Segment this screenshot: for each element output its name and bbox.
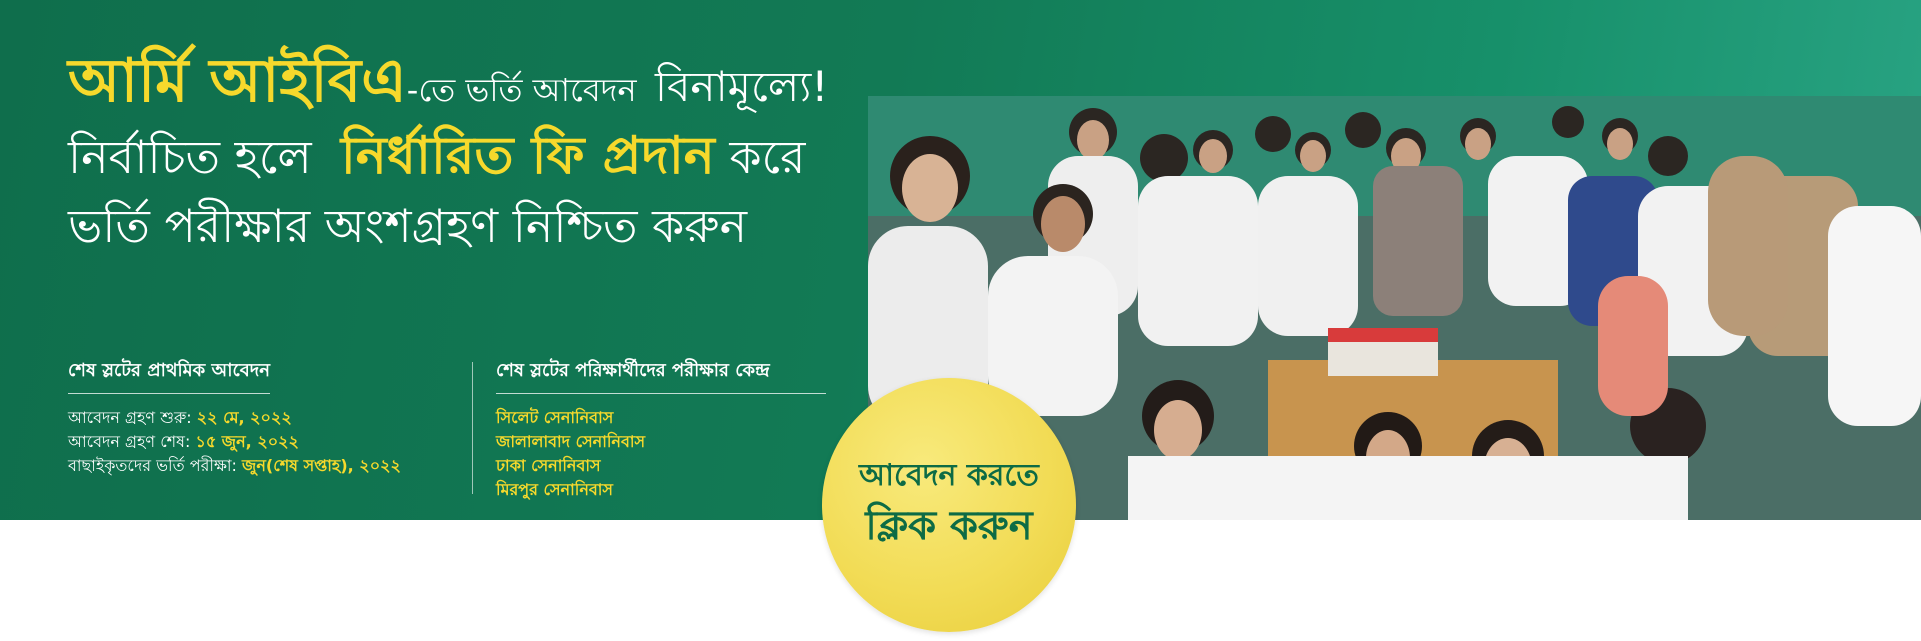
application-schedule-title: শেষ স্লটের প্রাথমিক আবেদন [68,356,270,394]
schedule-value: জুন(শেষ সপ্তাহ), ২০২২ [242,456,401,475]
headline-if-selected: নির্বাচিত হলে [68,130,312,184]
apply-button-line-2: ক্লিক করুন [865,503,1033,549]
schedule-label: আবেদন গ্রহণ শুরু: [68,408,192,427]
exam-center-item: ঢাকা সেনানিবাস [496,456,601,475]
schedule-row [68,430,448,454]
exam-centers-title: শেষ স্লটের পরিক্ষার্থীদের পরীক্ষার কেন্দ্র [496,356,826,394]
exam-centers [496,356,826,502]
apply-click-button[interactable] [822,378,1076,632]
schedule-value: ২২ মে, ২০২২ [196,408,292,427]
headline-free-text: বিনামূল্যে! [655,62,829,111]
headline-admission-text: -তে ভর্তি আবেদন [406,71,637,109]
headline-line-2 [68,128,828,185]
headline-do-text: করে [729,130,806,184]
schedule-value: ১৫ জুন, ২০২২ [195,432,299,451]
info-divider [472,362,473,494]
headline [68,48,828,252]
apply-button-line-1: আবেদন করতে [859,458,1039,493]
schedule-row [68,454,448,478]
headline-line-3: ভর্তি পরীক্ষার অংশগ্রহণ নিশ্চিত করুন [68,199,748,254]
schedule-row [68,406,448,430]
exam-center-item: জালালাবাদ সেনানিবাস [496,432,646,451]
headline-line-1 [68,48,828,114]
exam-center-item: মিরপুর সেনানিবাস [496,480,613,499]
headline-fee-text: নির্ধারিত ফি প্রদান [340,126,715,186]
schedule-label: বাছাইকৃতদের ভর্তি পরীক্ষা: [68,456,237,475]
application-schedule [68,356,448,478]
headline-program-name: আর্মি আইবিএ [68,46,407,116]
exam-center-item: সিলেট সেনানিবাস [496,408,614,427]
schedule-label: আবেদন গ্রহণ শেষ: [68,432,191,451]
